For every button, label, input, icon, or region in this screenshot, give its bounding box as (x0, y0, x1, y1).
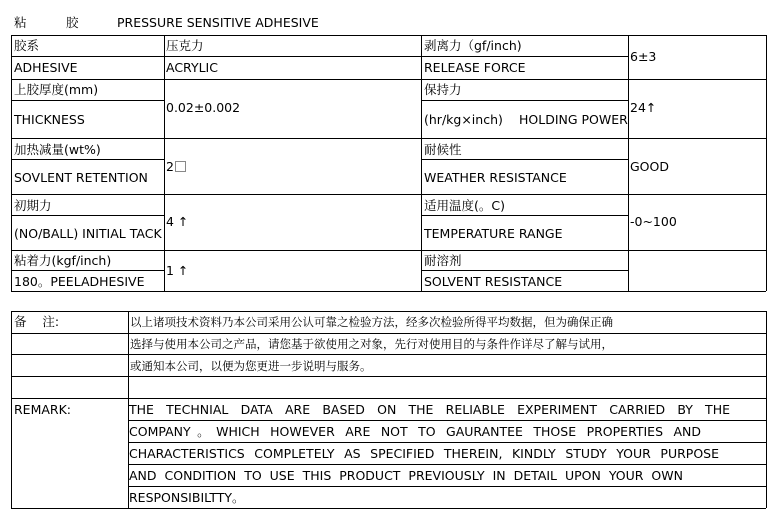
weather-resistance-label-en: WEATHER RESISTANCE (424, 170, 567, 185)
remarks-line-en: AND CONDITION TO USE THIS PRODUCT PREVIOUSLY IN DETAIL UPON YOUR OWN (129, 469, 683, 483)
grid-line (11, 159, 164, 160)
remarks-line-en: RESPONSIBILTTY。 (129, 490, 245, 505)
grid-line (11, 311, 12, 508)
grid-line (11, 376, 766, 377)
grid-line (128, 486, 766, 487)
grid-line (11, 354, 766, 355)
solvent-retention-label-cn: 加热减量(wt%) (14, 142, 101, 157)
remarks-line-en: COMPANY。WHICH HOWEVER ARE NOT TO GAURANTEE THOSE PROPERTIES AND (129, 425, 701, 439)
temperature-range-label-cn: 适用温度(。C) (424, 198, 505, 213)
grid-line (164, 35, 165, 291)
remarks-label-cn: 备 注: (14, 314, 60, 329)
grid-line (11, 398, 766, 399)
header-label-cn-1: 粘 (14, 15, 27, 30)
solvent-resistance-label-cn: 耐溶剂 (424, 253, 462, 268)
grid-line (11, 311, 766, 312)
header-label-en: PRESSURE SENSITIVE ADHESIVE (117, 15, 319, 30)
weather-resistance-value: GOOD (630, 159, 669, 174)
grid-line (11, 79, 766, 80)
grid-line (11, 215, 164, 216)
grid-line (11, 194, 766, 195)
thickness-label-en: THICKNESS (14, 112, 85, 127)
holding-power-label-en-2: HOLDING POWER (519, 112, 628, 127)
remarks-line-cn: 或通知本公司，以便为您更进一步说明与服务。 (130, 359, 372, 373)
remarks-line-cn: 选择与使用本公司之产品，请您基于欲使用之对象，先行对使用目的与条件作详尽了解与试用， (130, 337, 613, 351)
solvent-resistance-label-en: SOLVENT RESISTANCE (424, 274, 563, 289)
remarks-label-en: REMARK: (14, 402, 72, 417)
initial-tack-label-en: (NO/BALL) INITIAL TACK (14, 226, 162, 241)
grid-line (11, 291, 766, 292)
holding-power-label-en: (hr/kg×inch) (424, 112, 503, 127)
temperature-range-label-en: TEMPERATURE RANGE (424, 226, 563, 241)
grid-line (11, 333, 766, 334)
grid-line (421, 159, 628, 160)
adhesive-value-cn: 压克力 (166, 38, 204, 53)
grid-line (11, 508, 766, 509)
adhesive-label-en: ADHESIVE (14, 60, 78, 75)
empty-box-icon (175, 161, 186, 172)
remarks-line-cn: 以上诸项技术资料乃本公司采用公认可靠之检验方法，经多次检验所得平均数据，但为确保正确 (130, 315, 613, 329)
remarks-line-en: CHARACTERISTICS COMPLETELY AS SPECIFIED THEREIN, KINDLY STUDY YOUR PURPOSE (129, 447, 719, 461)
peel-adhesive-label-en: 180。PEELADHESIVE (14, 274, 145, 289)
temperature-range-value: -0~100 (630, 214, 677, 229)
weather-resistance-label-cn: 耐候性 (424, 142, 462, 157)
grid-line (11, 35, 12, 291)
grid-line (766, 311, 767, 508)
thickness-value: 0.02±0.002 (166, 100, 241, 115)
grid-line (11, 138, 766, 139)
grid-line (11, 100, 164, 101)
header-label-cn-2: 胶 (66, 15, 79, 30)
grid-line (11, 35, 766, 36)
adhesive-value-en: ACRYLIC (166, 60, 218, 75)
release-force-label-cn: 剥离力（gf/inch) (424, 38, 522, 53)
peel-adhesive-label-cn: 粘着力(kgf/inch) (14, 253, 112, 268)
initial-tack-value: 4 ↑ (166, 214, 189, 229)
thickness-label-cn: 上胶厚度(mm) (14, 82, 99, 97)
release-force-label-en: RELEASE FORCE (424, 60, 526, 75)
holding-power-label-cn: 保持力 (424, 82, 462, 97)
release-force-value: 6±3 (630, 49, 657, 64)
remarks-line-en: THE TECHNIAL DATA ARE BASED ON THE RELIABLE EXPERIMENT CARRIED BY THE (129, 403, 730, 417)
grid-line (628, 35, 629, 291)
peel-adhesive-value: 1 ↑ (166, 263, 189, 278)
grid-line (11, 250, 766, 251)
grid-line (421, 215, 628, 216)
grid-line (11, 270, 164, 271)
grid-line (421, 100, 628, 101)
grid-line (421, 35, 422, 291)
initial-tack-label-cn: 初期力 (14, 198, 52, 213)
grid-line (128, 464, 766, 465)
grid-line (128, 442, 766, 443)
adhesive-label-cn: 胶系 (14, 38, 40, 53)
solvent-retention-value: 2 (166, 160, 186, 174)
grid-line (128, 420, 766, 421)
grid-line (766, 35, 767, 291)
solvent-retention-label-en: SOVLENT RETENTION (14, 170, 148, 185)
holding-power-value: 24↑ (630, 100, 657, 115)
grid-line (11, 56, 628, 57)
grid-line (421, 270, 628, 271)
